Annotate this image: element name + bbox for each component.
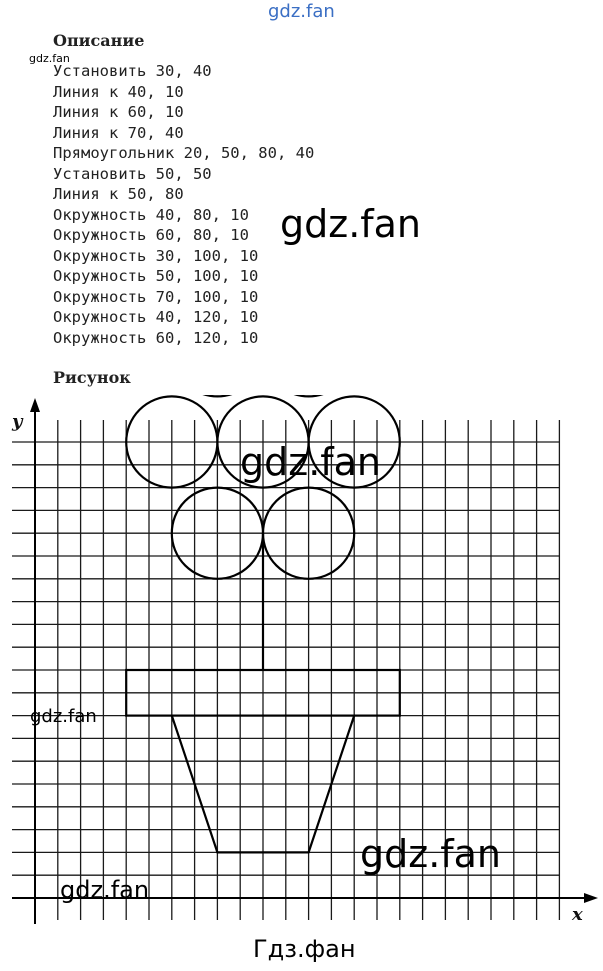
command-line: Линия к 60, 10 xyxy=(53,103,184,121)
command-line: Окружность 40, 80, 10 xyxy=(53,205,249,224)
watermark-grid: gdz.fan xyxy=(240,440,382,484)
watermark-small: gdz.fan xyxy=(29,52,70,65)
y-axis-arrow xyxy=(30,398,40,412)
watermark-bottom: gdz.fan xyxy=(60,876,150,904)
flower-petal-circle xyxy=(263,395,354,396)
command-line: Окружность 70, 100, 10 xyxy=(53,287,259,306)
command-line: Линия к 40, 10 xyxy=(53,82,184,101)
command-line: Прямоугольник 20, 50, 80, 40 xyxy=(53,144,315,162)
command-line: Установить 30, 40 xyxy=(53,62,212,80)
watermark-top: gdz.fan xyxy=(268,1,335,22)
watermark-right: gdz.fan xyxy=(360,832,502,876)
y-axis-label: y xyxy=(12,411,23,432)
description-heading: Описание xyxy=(53,31,145,50)
watermark-left: gdz.fan xyxy=(30,706,97,727)
page-caption: Гдз.фан xyxy=(253,935,356,963)
command-line: Окружность 60, 120, 10 xyxy=(53,328,259,347)
command-line: Линия к 50, 80 xyxy=(53,185,184,203)
x-axis-label: x xyxy=(572,904,583,925)
flower-petal-circle xyxy=(172,395,263,396)
command-line: Установить 50, 50 xyxy=(53,164,212,183)
command-line: Линия к 70, 40 xyxy=(53,123,184,142)
command-line: Окружность 40, 120, 10 xyxy=(53,308,259,326)
x-axis-arrow xyxy=(584,893,598,903)
command-line: Окружность 30, 100, 10 xyxy=(53,246,259,265)
watermark-mid: gdz.fan xyxy=(280,202,422,246)
command-line: Окружность 60, 80, 10 xyxy=(53,226,249,244)
command-list xyxy=(53,61,314,348)
figure-heading: Рисунок xyxy=(53,368,131,387)
command-line: Окружность 50, 100, 10 xyxy=(53,267,259,285)
